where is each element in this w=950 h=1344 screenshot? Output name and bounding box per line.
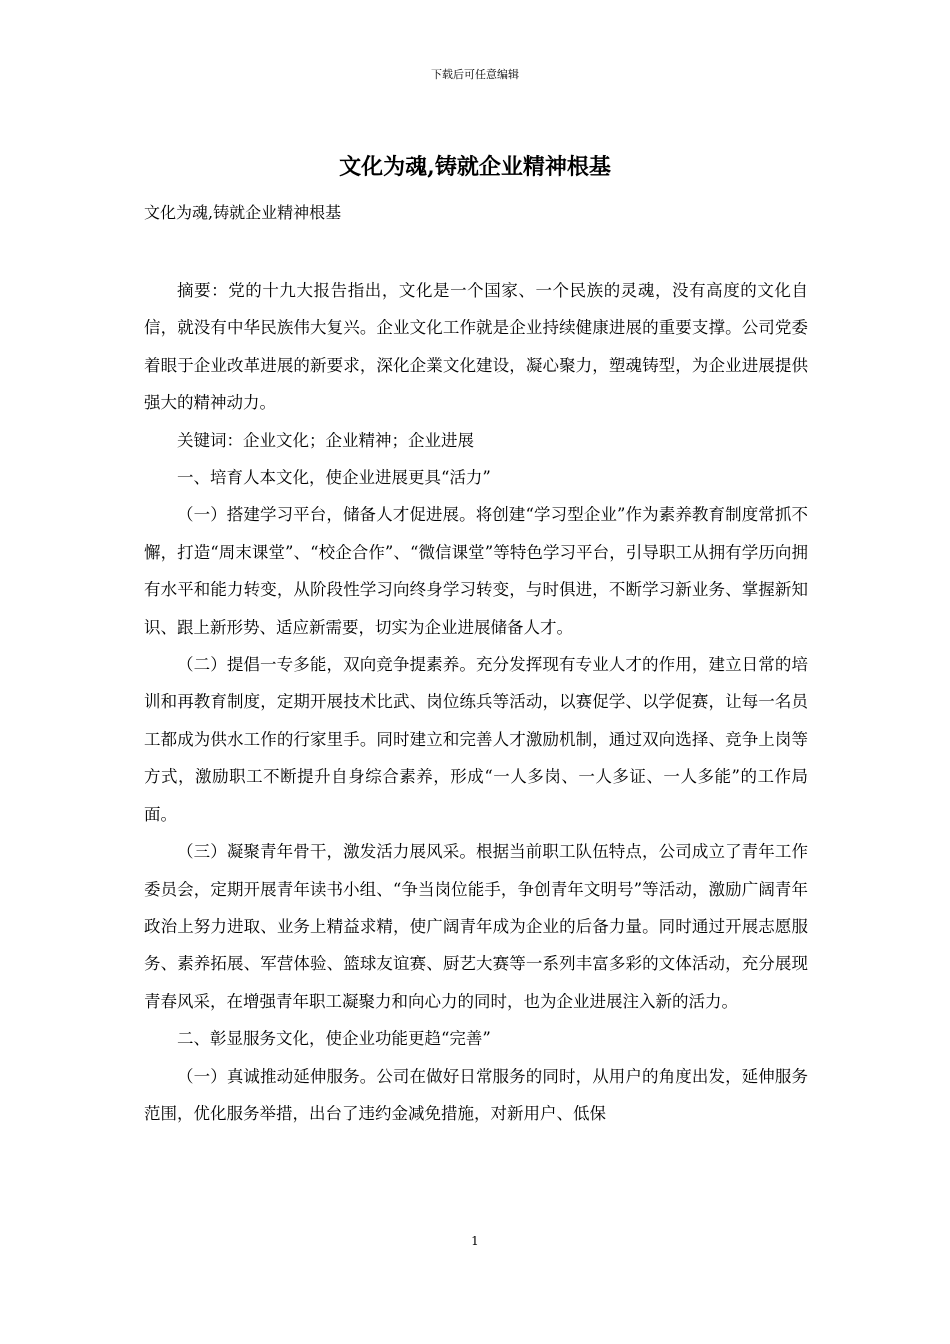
section-heading: 一、培育人本文化，使企业进展更具“活力”: [177, 468, 491, 488]
body-paragraph: （一）真诚推动延伸服务。公司在做好日常服务的同时，从用户的角度出发，延伸服务范围，优化服务举措，出台了违约金减免措施，对新用户、低保: [144, 1066, 808, 1123]
body-paragraph: （二）提倡一专多能，双向竞争提素养。充分发挥现有专业人才的作用，建立日常的培训和再教育制度，定期开展技术比武、岗位练兵等活动，以赛促学、以学促赛，让每一名员工都成为供水工作的行家里手。同时建立和完善人才激励机制，通过双向选择、竞争上岗等方式，激励职工不断提升自身综合素养，形成“一人多岗、一人多证、一人多能”的工作局面。: [144, 655, 808, 824]
section-heading: 二、彰显服务文化，使企业功能更趋“完善”: [177, 1029, 491, 1049]
keywords-paragraph: 关键词：企业文化；企业精神；企业进展: [177, 430, 474, 450]
abstract-paragraph: 摘要：党的十九大报告指出，文化是一个国家、一个民族的灵魂，没有高度的文化自信，就没有中华民族伟大复兴。企业文化工作就是企业持续健康进展的重要支撑。公司党委着眼于企业改革进展的新要求，深化企業文化建设，凝心聚力，塑魂铸型，为企业进展提供强大的精神动力。: [144, 281, 808, 413]
document-subtitle: 文化为魂,铸就企业精神根基: [144, 203, 342, 222]
document-title: 文化为魂,铸就企业精神根基: [339, 154, 611, 180]
page-number: 1: [471, 1234, 479, 1248]
body-paragraph: （三）凝聚青年骨干，激发活力展风采。根据当前职工队伍特点，公司成立了青年工作委员会，定期开展青年读书小组、“争当岗位能手，争创青年文明号”等活动，激励广阔青年政治上努力进取、业务上精益求精，使广阔青年成为企业的后备力量。同时通过开展志愿服务、素养拓展、军营体验、篮球友谊赛、厨艺大赛等一系列丰富多彩的文体活动，充分展现青春风采，在增强青年职工凝聚力和向心力的同时，也为企业进展注入新的活力。: [144, 842, 808, 1011]
body-paragraph: （一）搭建学习平台，储备人才促进展。将创建“学习型企业”作为素养教育制度常抓不懈，打造“周末课堂”、“校企合作”、“微信课堂”等特色学习平台，引导职工从拥有学历向拥有水平和能力转变，从阶段性学习向终身学习转变，与时俱进，不断学习新业务、掌握新知识、跟上新形势、适应新需要，切实为企业进展储备人才。: [144, 505, 808, 637]
document-body: [144, 272, 808, 1132]
header-note: 下载后可任意编辑: [431, 68, 519, 81]
